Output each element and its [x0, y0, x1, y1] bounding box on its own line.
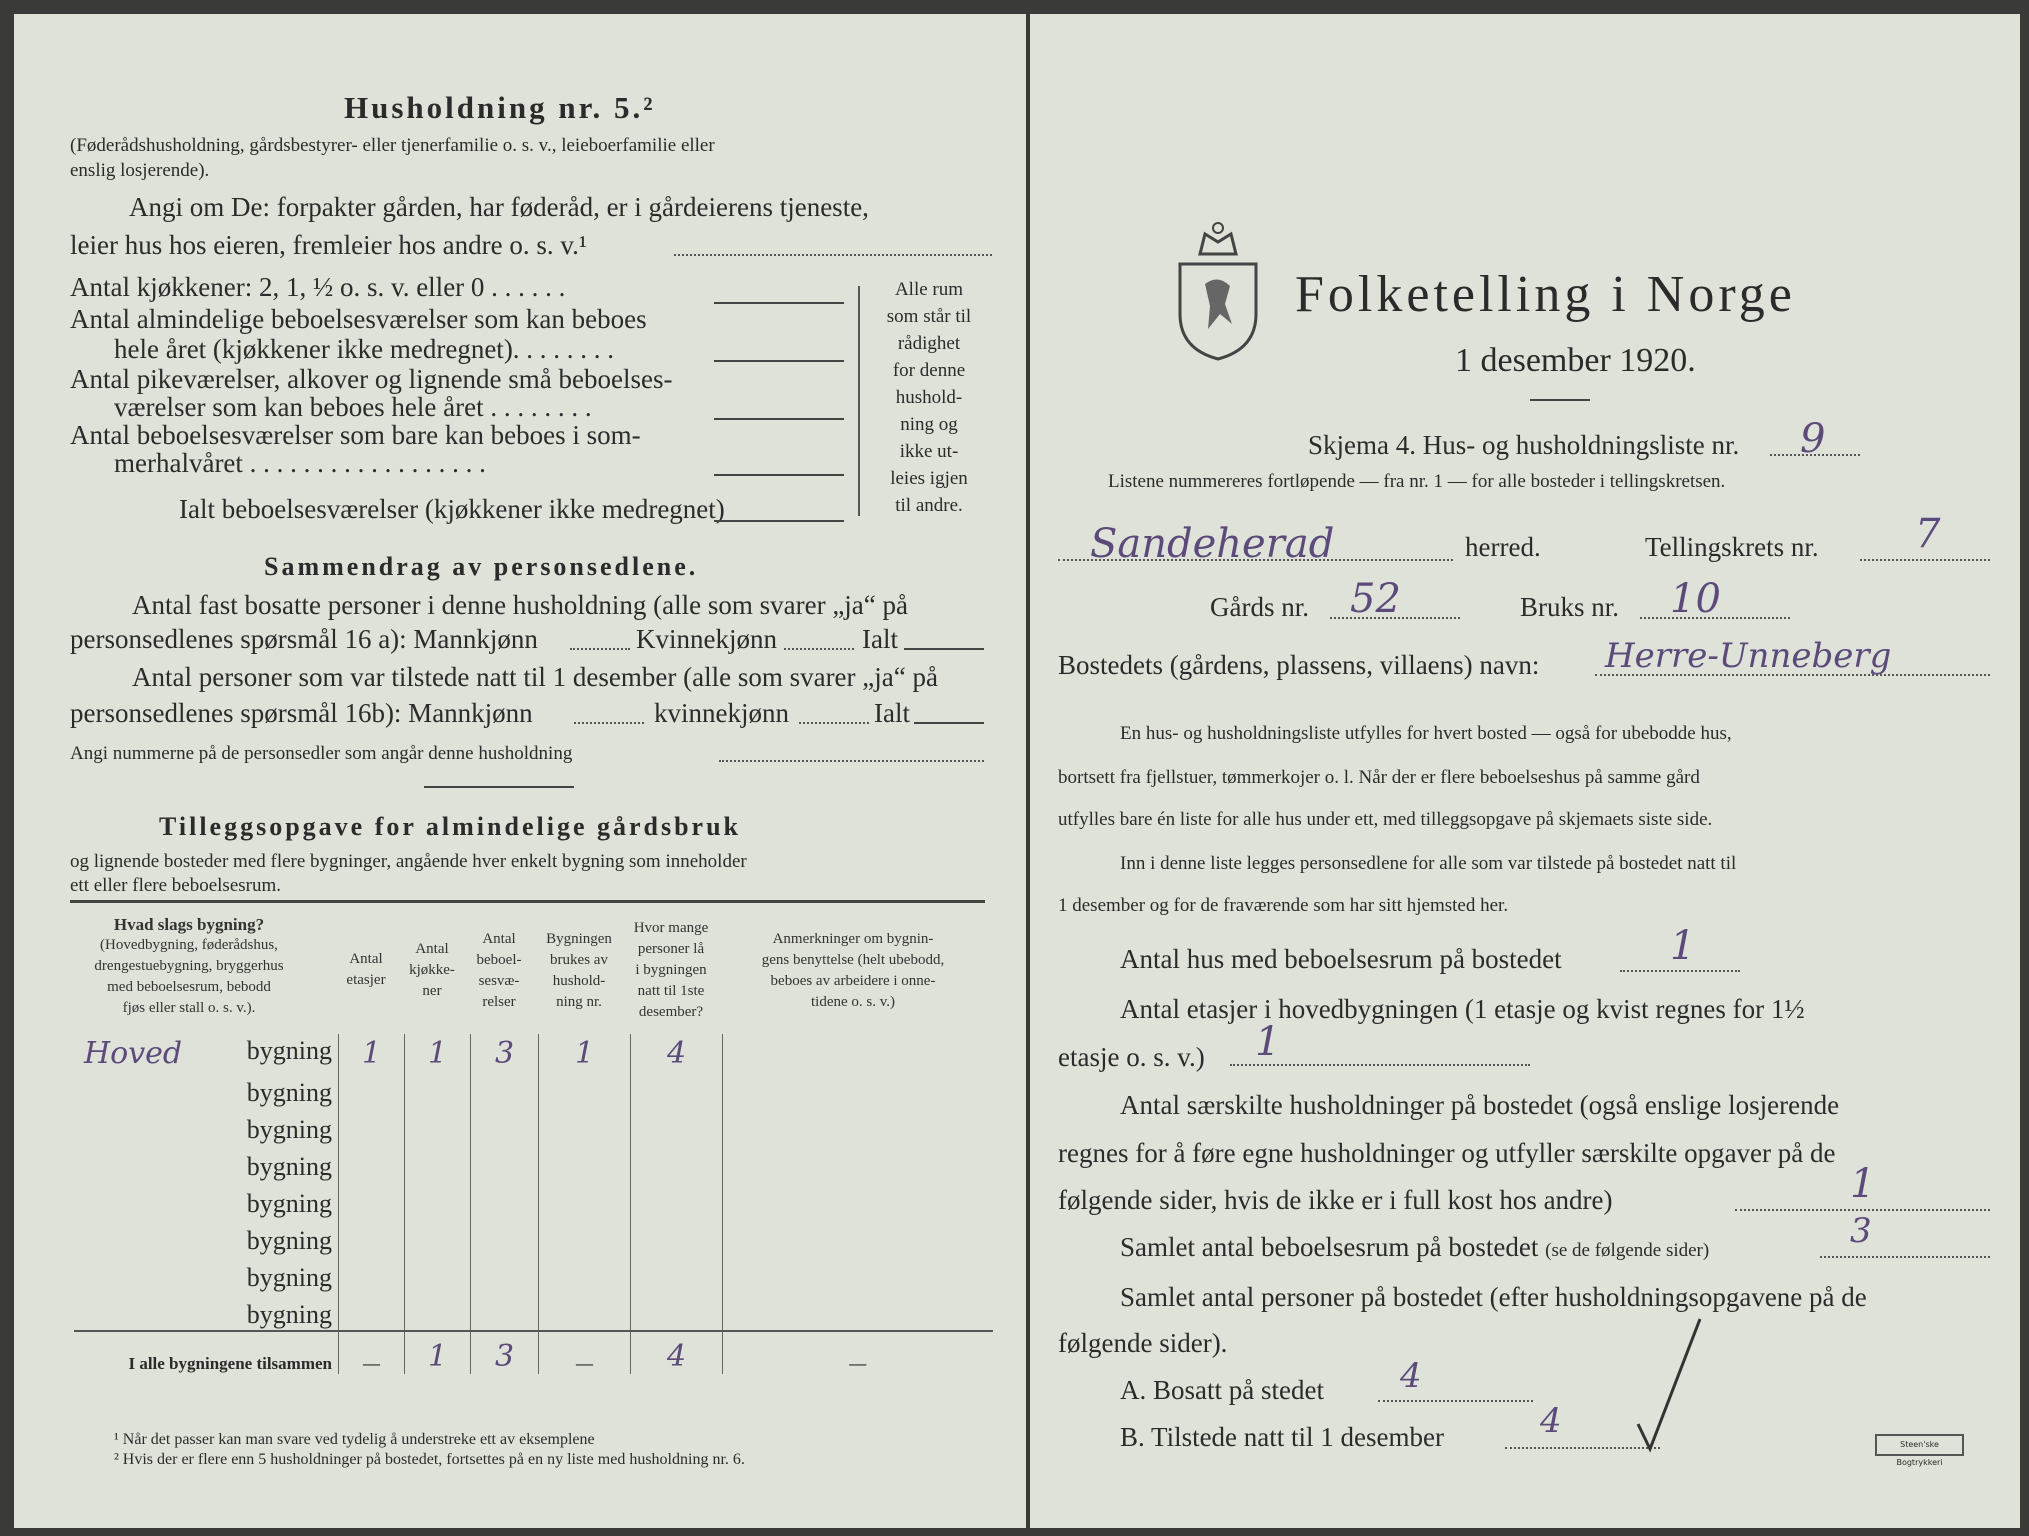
blank-line — [1860, 559, 1990, 561]
blank-line — [1620, 970, 1740, 972]
ialt-beboelses: Ialt beboelsesværelser (kjøkkener ikke medregnet) — [179, 494, 725, 524]
sars-line-1: Antal særskilte husholdninger på bostedet (også enslige losjerende — [1120, 1090, 1840, 1120]
sommer-line-2: merhalvåret . . . . . . . . . . . . . . . . . . — [114, 448, 486, 478]
brace — [858, 286, 860, 516]
kjokken-line: Antal kjøkkener: 2, 1, ½ o. s. v. eller 0 . . . . . . — [70, 272, 566, 302]
hus-label: Antal hus med beboelsesrum på bostedet — [1120, 944, 1562, 974]
table-row — [74, 1071, 993, 1108]
samlet-rum-text: Samlet antal beboelsesrum på bostedet — [1120, 1232, 1539, 1262]
table-row — [74, 1219, 993, 1256]
row-label: bygning — [246, 1300, 332, 1329]
tillegg-heading: Tilleggsopgave for almindelige gårdsbruk — [159, 812, 742, 841]
blank-line — [799, 722, 869, 724]
tilstede-line-2: personsedlenes spørsmål 16b): Mannkjønn — [70, 698, 533, 728]
hus-value: 1 — [1670, 923, 1696, 969]
building-table — [74, 1034, 993, 1374]
blank-line — [574, 722, 644, 724]
date-line: 1 desember 1920. — [1455, 342, 1696, 379]
row-label: bygning — [246, 1263, 332, 1292]
pike-line-2: værelser som kan beboes hele året . . . . . . . . — [114, 392, 592, 422]
tilstede-line-1: Antal personer som var tilstede natt til 1 desember (alle som svarer „ja“ på — [132, 662, 938, 692]
col-head-anmerkninger: Anmerkninger om bygnin- gens benyttelse (helt ubebodd, beboes av arbeidere i onne- tidene o. s. v.) — [761, 931, 945, 1010]
etasjer-line-2: etasje o. s. v.) — [1058, 1042, 1205, 1072]
total-kjokken: 1 — [405, 1331, 471, 1374]
samlet-rum-label — [1120, 1234, 1709, 1261]
sars-value: 1 — [1850, 1161, 1876, 1207]
col-head-husholdning: Bygningen brukes av hushold- ning nr. — [546, 931, 612, 1010]
etasjer-value: 1 — [1255, 1019, 1281, 1065]
total-label: I alle bygningene tilsammen — [74, 1331, 339, 1374]
beboelses-line-1: Antal almindelige beboelsesværelser som kan beboes — [70, 304, 647, 334]
ialt-label: Ialt — [862, 624, 898, 654]
total-anm: — — [723, 1331, 993, 1374]
footnote-1: ¹ Når det passer kan man svare ved tydelig å understreke ett av eksemplene — [114, 1431, 595, 1448]
bosted-label: Bostedets (gårdens, plassens, villaens) navn: — [1058, 650, 1540, 680]
right-page — [1030, 14, 2020, 1528]
building-type-handwritten: Hoved — [84, 1036, 183, 1071]
ialt-label-2: Ialt — [874, 698, 910, 728]
answer-line — [714, 302, 844, 304]
coat-of-arms-icon — [1170, 214, 1266, 364]
table-row — [74, 1256, 993, 1293]
total-etasjer: — — [339, 1331, 405, 1374]
tellingskrets-value: 7 — [1915, 511, 1941, 557]
fast-line-2: personsedlenes spørsmål 16 a): Mannkjønn — [70, 624, 538, 654]
total-vaerelser: 3 — [471, 1331, 539, 1374]
cell-kjokken: 1 — [405, 1034, 471, 1071]
tilstede-label: B. Tilstede natt til 1 desember — [1120, 1422, 1444, 1452]
table-row — [74, 1034, 993, 1071]
gards-value: 52 — [1350, 576, 1401, 622]
samlet-pers-line-1: Samlet antal personer på bostedet (efter husholdningsopgavene på de — [1120, 1282, 1867, 1312]
sammendrag-heading: Sammendrag av personsedlene. — [264, 552, 699, 581]
nummer-line: Angi nummerne på de personsedler som angår denne husholdning — [70, 743, 573, 764]
tilstede-value: 4 — [1540, 1401, 1562, 1441]
total-husholdning: — — [539, 1331, 631, 1374]
checkmark-icon — [1630, 1314, 1710, 1454]
intro-line-1: (Føderådshusholdning, gårdsbestyrer- eller tjenerfamilie o. s. v., leieboerfamilie eller — [70, 135, 715, 156]
blank-line — [1378, 1400, 1533, 1402]
instr-line-3: utfylles bare én liste for alle hus under ett, med tilleggsopgave på skjemaets siste side. — [1058, 809, 1713, 830]
table-top-rule — [70, 900, 985, 903]
bosted-value: Herre-Unneberg — [1605, 636, 1892, 676]
row-label: bygning — [246, 1152, 332, 1181]
tillegg-line-1: og lignende bosteder med flere bygninger, angående hver enkelt bygning som inneholder — [70, 851, 747, 872]
instr-line-4: Inn i denne liste legges personsedlene for alle som var tilstede på bostedet natt til — [1120, 853, 1737, 874]
row-label: bygning — [246, 1226, 332, 1255]
instr-line-2: bortsett fra fjellstuer, tømmerkojer o. l. Når der er flere beboelseshus på samme gård — [1058, 767, 1700, 788]
cell-husholdning: 1 — [539, 1034, 631, 1071]
table-row — [74, 1145, 993, 1182]
listene-note: Listene nummereres fortløpende — fra nr. 1 — for alle bosteder i tellingskretsen. — [1108, 471, 1726, 492]
pike-line-1: Antal pikeværelser, alkover og lignende små beboelses- — [70, 364, 673, 394]
separator — [424, 786, 574, 788]
row-label: bygning — [246, 1036, 332, 1065]
herred-label: herred. — [1465, 532, 1541, 562]
table-row — [74, 1108, 993, 1145]
col-head-etasjer: Antal etasjer — [346, 951, 386, 988]
blank-line — [719, 760, 984, 762]
blank-line — [1820, 1256, 1990, 1258]
bruks-label: Bruks nr. — [1520, 592, 1620, 622]
separator — [1530, 399, 1590, 401]
printer-stamp: Steen'ske Bogtrykkeri — [1875, 1434, 1964, 1456]
sars-line-2: regnes for å føre egne husholdninger og utfyller særskilte opgaver på de — [1058, 1138, 1836, 1168]
table-row — [74, 1182, 993, 1219]
cell-etasjer: 1 — [339, 1034, 405, 1071]
bruks-value: 10 — [1670, 576, 1721, 622]
total-personer: 4 — [631, 1331, 723, 1374]
total-row — [74, 1331, 993, 1374]
angi-answer-line — [674, 254, 992, 256]
herred-value: Sandeherad — [1090, 521, 1335, 567]
instr-line-5: 1 desember og for de fraværende som har sitt hjemsted her. — [1058, 895, 1509, 916]
bosatt-value: 4 — [1400, 1356, 1422, 1396]
main-title: Folketelling i Norge — [1295, 266, 1796, 323]
tellingskrets-label: Tellingskrets nr. — [1645, 532, 1819, 562]
col-head-kjokken: Antal kjøkke- ner — [409, 941, 455, 999]
sommer-line-1: Antal beboelsesværelser som bare kan beboes i som- — [70, 420, 641, 450]
col-head-personer: Hvor mange personer lå i bygningen natt til 1ste desember? — [633, 920, 709, 1020]
intro-line-2: enslig losjerende). — [70, 160, 210, 181]
ialt-answer-line — [714, 520, 844, 522]
kvinnekjonn-label: Kvinnekjønn — [636, 624, 777, 654]
blank-line — [570, 648, 630, 650]
col-head-bygning: Hvad slags bygning? (Hovedbygning, føderådshus, drengestuebygning, bryggerhus med beboelsesrum, bebodd fjøs eller stall o. s. v.). — [94, 915, 284, 1016]
table-row — [74, 1293, 993, 1331]
skjema-line: Skjema 4. Hus- og husholdningsliste nr. — [1308, 430, 1740, 460]
side-note: Alle rum som står til rådighet for denne hushold- ning og ikke ut- leies igjen til andre. — [886, 279, 972, 516]
blank-line — [784, 648, 854, 650]
tillegg-line-2: ett eller flere beboelsesrum. — [70, 875, 282, 896]
sars-line-3: følgende sider, hvis de ikke er i full kost hos andre) — [1058, 1185, 1613, 1215]
footnote-2: ² Hvis der er flere enn 5 husholdninger på bostedet, fortsettes på en ny liste med husholdning nr. 6. — [114, 1451, 745, 1468]
blank-line — [904, 648, 984, 650]
answer-line — [714, 474, 844, 476]
husholdning-title: Husholdning nr. 5.² — [344, 90, 656, 125]
answer-line — [714, 418, 844, 420]
gards-label: Gårds nr. — [1210, 592, 1309, 622]
blank-line — [914, 722, 984, 724]
angi-line-2: leier hus hos eieren, fremleier hos andre o. s. v.¹ — [70, 230, 587, 260]
col-head-vaerelser: Antal beboel- sesvæ- relser — [476, 931, 522, 1010]
row-label: bygning — [246, 1115, 332, 1144]
answer-line — [714, 360, 844, 362]
left-page — [14, 14, 1026, 1528]
bosatt-label: A. Bosatt på stedet — [1120, 1375, 1324, 1405]
row-label: bygning — [246, 1189, 332, 1218]
cell-personer: 4 — [631, 1034, 723, 1071]
row-label: bygning — [246, 1078, 332, 1107]
angi-line-1: Angi om De: forpakter gården, har føderåd, er i gårdeierens tjeneste, — [129, 192, 869, 222]
fast-line-1: Antal fast bosatte personer i denne husholdning (alle som svarer „ja“ på — [132, 590, 908, 620]
instr-line-1: En hus- og husholdningsliste utfylles for hvert bosted — også for ubebodde hus, — [1120, 723, 1732, 744]
samlet-rum-note: (se de følgende sider) — [1545, 1240, 1710, 1261]
cell-vaerelser: 3 — [471, 1034, 539, 1071]
kvinnekjonn-label-2: kvinnekjønn — [654, 698, 789, 728]
list-number: 9 — [1800, 416, 1826, 462]
beboelses-line-2: hele året (kjøkkener ikke medregnet). . . . . . . . — [114, 334, 615, 364]
etasjer-line-1: Antal etasjer i hovedbygningen (1 etasje og kvist regnes for 1½ — [1120, 994, 1805, 1024]
samlet-rum-value: 3 — [1850, 1211, 1872, 1251]
samlet-pers-line-2: følgende sider). — [1058, 1328, 1228, 1358]
